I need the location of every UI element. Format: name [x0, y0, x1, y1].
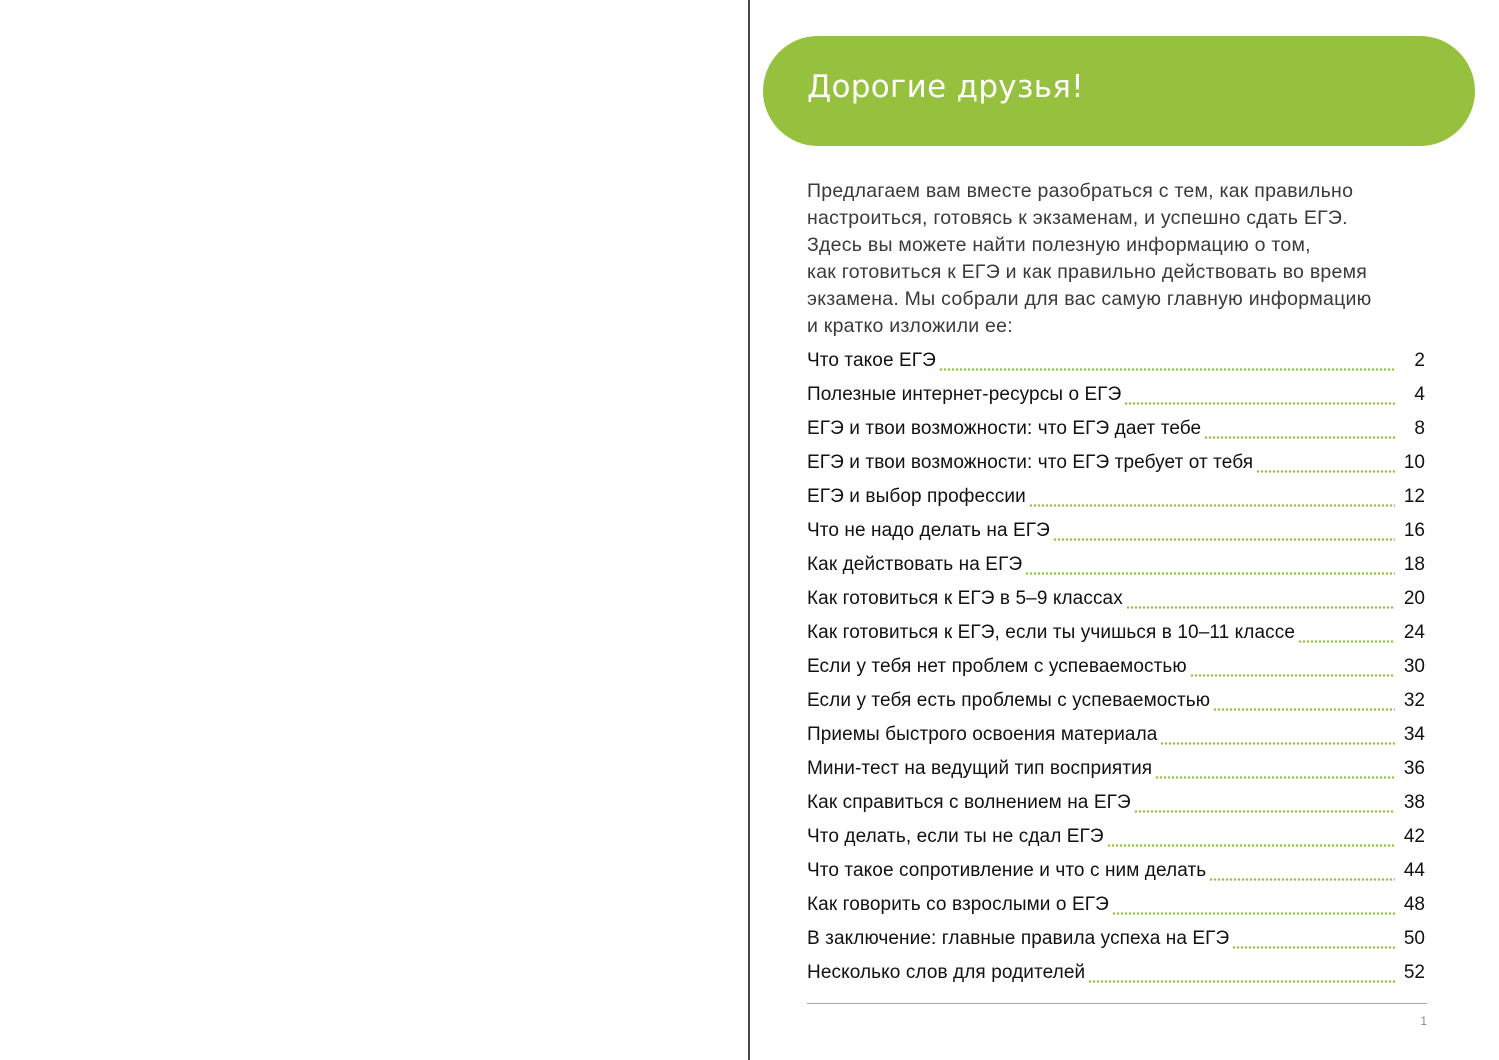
- toc-dot-leader: [1124, 402, 1395, 405]
- toc-entry[interactable]: [807, 379, 1425, 413]
- toc-dot-leader: [1204, 436, 1395, 439]
- toc-dot-leader: [1213, 708, 1395, 711]
- toc-entry-page: 48: [1403, 894, 1425, 915]
- toc-entry-page: 30: [1403, 656, 1425, 677]
- toc-entry-title: Мини-тест на ведущий тип восприятия: [807, 758, 1153, 779]
- intro-line: настроиться, готовясь к экзаменам, и успешно сдать ЕГЭ.: [807, 207, 1348, 229]
- toc-entry-page: 10: [1403, 452, 1425, 473]
- toc-entry-page: 20: [1403, 588, 1425, 609]
- toc-dot-leader: [1160, 742, 1395, 745]
- toc-entry-page: 44: [1403, 860, 1425, 881]
- toc-entry[interactable]: [807, 345, 1425, 379]
- intro-line: экзамена. Мы собрали для вас самую главную информацию: [807, 288, 1372, 310]
- toc-entry-title: Если у тебя нет проблем с успеваемостью: [807, 656, 1187, 677]
- intro-line: и кратко изложили ее:: [807, 315, 1013, 337]
- toc-dot-leader: [1209, 878, 1395, 881]
- toc-entry-title: ЕГЭ и выбор профессии: [807, 486, 1026, 507]
- toc-entry[interactable]: [807, 651, 1425, 685]
- toc-dot-leader: [1107, 844, 1395, 847]
- toc-entry-page: 50: [1403, 928, 1425, 949]
- intro-line: как готовиться к ЕГЭ и как правильно действовать во время: [807, 261, 1368, 283]
- toc-entry[interactable]: [807, 889, 1425, 923]
- page-title: Дорогие друзья!: [807, 69, 1084, 105]
- toc-entry-page: 38: [1403, 792, 1425, 813]
- toc-entry-title: Как справиться с волнением на ЕГЭ: [807, 792, 1131, 813]
- toc-entry[interactable]: [807, 957, 1425, 991]
- toc-dot-leader: [1256, 470, 1395, 473]
- toc-entry-title: Несколько слов для родителей: [807, 962, 1086, 983]
- toc-entry-title: Что не надо делать на ЕГЭ: [807, 520, 1050, 541]
- toc-entry-page: 8: [1414, 418, 1425, 439]
- toc-entry-title: Как говорить со взрослыми о ЕГЭ: [807, 894, 1109, 915]
- toc-dot-leader: [1190, 674, 1395, 677]
- toc-entry[interactable]: [807, 685, 1425, 719]
- toc-dot-leader: [1155, 776, 1395, 779]
- page-number: 1: [1420, 1014, 1427, 1028]
- toc-entry[interactable]: [807, 787, 1425, 821]
- toc-entry-page: 16: [1403, 520, 1425, 541]
- footer-divider: [807, 1003, 1427, 1004]
- toc-entry[interactable]: [807, 719, 1425, 753]
- toc-entry-page: 52: [1403, 962, 1425, 983]
- toc-entry-title: Что такое ЕГЭ: [807, 350, 936, 371]
- intro-line: Предлагаем вам вместе разобраться с тем, как правильно: [807, 180, 1354, 202]
- toc-entry-title: Полезные интернет-ресурсы о ЕГЭ: [807, 384, 1122, 405]
- toc-dot-leader: [1232, 946, 1395, 949]
- toc-entry-title: Как действовать на ЕГЭ: [807, 554, 1023, 575]
- toc-entry-page: 4: [1414, 384, 1425, 405]
- table-of-contents: [807, 345, 1425, 991]
- toc-entry-title: В заключение: главные правила успеха на ЕГЭ: [807, 928, 1230, 949]
- toc-entry-title: Как готовиться к ЕГЭ в 5–9 классах: [807, 588, 1123, 609]
- toc-entry[interactable]: [807, 481, 1425, 515]
- toc-dot-leader: [1053, 538, 1395, 541]
- toc-entry-page: 18: [1403, 554, 1425, 575]
- intro-paragraph: [807, 178, 1447, 340]
- toc-dot-leader: [1112, 912, 1395, 915]
- toc-entry[interactable]: [807, 617, 1425, 651]
- toc-dot-leader: [1025, 572, 1395, 575]
- title-banner: [763, 36, 1475, 146]
- toc-entry-page: 34: [1403, 724, 1425, 745]
- toc-dot-leader: [1298, 640, 1395, 643]
- toc-entry-title: Что такое сопротивление и что с ним делать: [807, 860, 1207, 881]
- toc-entry[interactable]: [807, 753, 1425, 787]
- toc-entry-page: 24: [1403, 622, 1425, 643]
- toc-dot-leader: [939, 368, 1395, 371]
- toc-dot-leader: [1126, 606, 1395, 609]
- toc-entry-title: ЕГЭ и твои возможности: что ЕГЭ требует от тебя: [807, 452, 1254, 473]
- toc-entry-title: Что делать, если ты не сдал ЕГЭ: [807, 826, 1104, 847]
- toc-entry-page: 42: [1403, 826, 1425, 847]
- toc-entry[interactable]: [807, 413, 1425, 447]
- toc-entry-page: 2: [1414, 350, 1425, 371]
- toc-entry-title: Если у тебя есть проблемы с успеваемостью: [807, 690, 1211, 711]
- toc-entry[interactable]: [807, 549, 1425, 583]
- left-blank-page: [0, 0, 748, 1060]
- toc-dot-leader: [1134, 810, 1395, 813]
- toc-entry[interactable]: [807, 447, 1425, 481]
- toc-entry-page: 12: [1403, 486, 1425, 507]
- toc-entry[interactable]: [807, 821, 1425, 855]
- toc-dot-leader: [1029, 504, 1395, 507]
- toc-entry[interactable]: [807, 583, 1425, 617]
- toc-dot-leader: [1088, 980, 1395, 983]
- toc-entry[interactable]: [807, 855, 1425, 889]
- toc-entry-title: Приемы быстрого освоения материала: [807, 724, 1158, 745]
- toc-entry-title: ЕГЭ и твои возможности: что ЕГЭ дает тебе: [807, 418, 1202, 439]
- toc-entry-title: Как готовиться к ЕГЭ, если ты учишься в 10–11 классе: [807, 622, 1296, 643]
- toc-entry[interactable]: [807, 923, 1425, 957]
- intro-line: Здесь вы можете найти полезную информацию о том,: [807, 234, 1311, 256]
- toc-entry-page: 32: [1403, 690, 1425, 711]
- toc-entry[interactable]: [807, 515, 1425, 549]
- right-page: [750, 0, 1499, 1060]
- toc-entry-page: 36: [1403, 758, 1425, 779]
